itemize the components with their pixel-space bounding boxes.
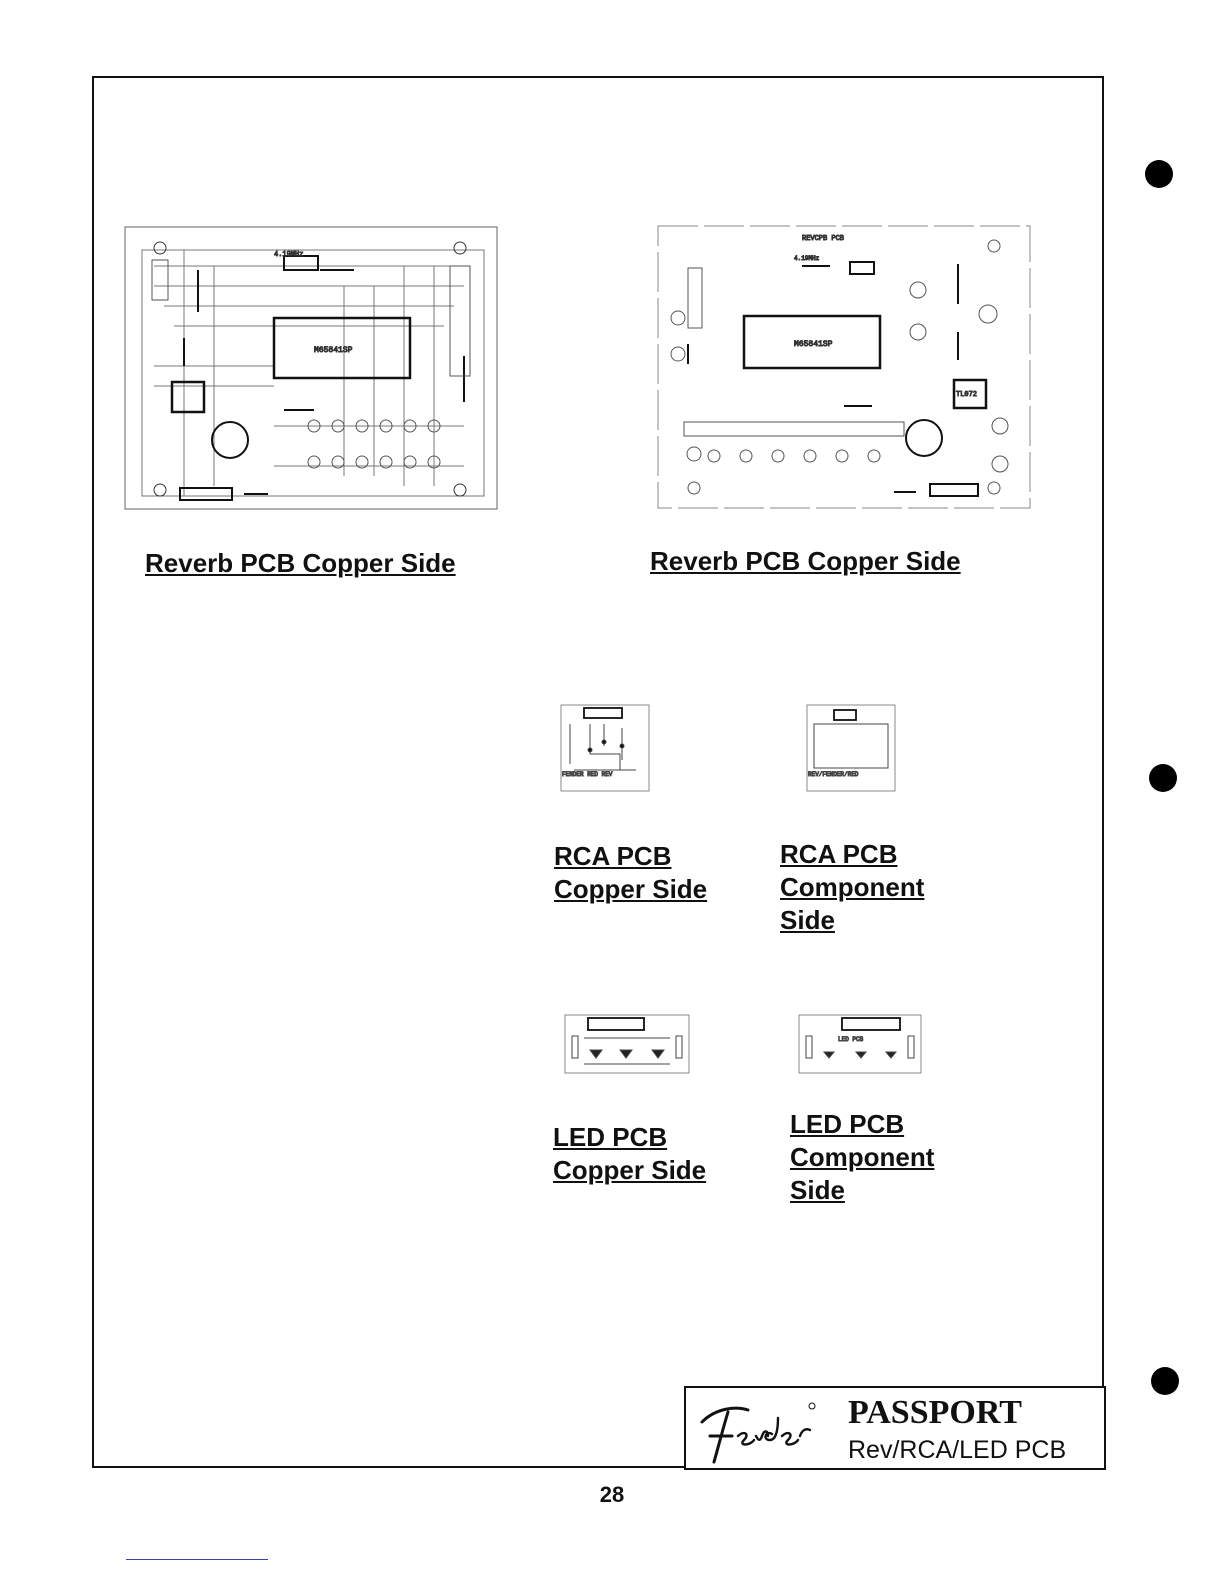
binder-hole-middle bbox=[1149, 764, 1177, 792]
led-component-label: LED PCB bbox=[838, 1036, 864, 1043]
binder-hole-bottom bbox=[1151, 1367, 1179, 1395]
led-component-caption bbox=[790, 1108, 934, 1207]
brand-title: PASSPORT bbox=[848, 1394, 1022, 1431]
reverb-pcb-copper-right-image bbox=[654, 224, 1034, 510]
rca-pcb-component-image bbox=[806, 704, 896, 792]
binder-hole-top bbox=[1145, 160, 1173, 188]
rca-pcb-copper-image bbox=[560, 704, 650, 792]
rca-copper-caption-line1: RCA PCB bbox=[554, 841, 672, 871]
page-number: 28 bbox=[599, 1482, 625, 1507]
rca-copper-label: FENDER RED REV bbox=[562, 771, 613, 778]
reverb-left-caption: Reverb PCB Copper Side bbox=[145, 548, 456, 578]
led-component-caption-line1: LED PCB bbox=[790, 1109, 905, 1139]
reverb-pcb-copper-left-image bbox=[124, 226, 498, 510]
title-block bbox=[684, 1386, 1106, 1470]
led-component-caption-line3: Side bbox=[790, 1175, 845, 1205]
led-copper-caption-line1: LED PCB bbox=[553, 1122, 668, 1152]
led-pcb-component-image bbox=[798, 1014, 922, 1074]
rca-copper-caption-line2: Copper Side bbox=[554, 874, 708, 904]
led-component-caption-line2: Component bbox=[790, 1142, 935, 1172]
reverb-left-ic-label: M65841SP bbox=[314, 346, 353, 355]
reverb-right-ic-label: M65841SP bbox=[794, 340, 833, 349]
led-pcb-copper-image bbox=[564, 1014, 690, 1074]
fender-logo bbox=[692, 1392, 820, 1468]
rca-component-label: REV/FENDER/RED bbox=[808, 771, 859, 778]
reverb-right-caption: Reverb PCB Copper Side bbox=[650, 546, 961, 576]
rca-component-caption-line3: Side bbox=[780, 905, 835, 935]
brand-subtitle: Rev/RCA/LED PCB bbox=[848, 1436, 1067, 1464]
rca-component-caption-line1: RCA PCB bbox=[780, 839, 898, 869]
reverb-left-crystal-label: 4.19MHz bbox=[274, 251, 304, 259]
rca-component-caption bbox=[780, 838, 924, 937]
reverb-right-pcb-title: REVCPB PCB bbox=[802, 235, 845, 243]
rca-copper-caption bbox=[554, 840, 707, 906]
reverb-right-opamp-label: TL072 bbox=[956, 391, 978, 399]
rca-component-caption-line2: Component bbox=[780, 872, 925, 902]
reverb-right-crystal-label: 4.19MHz bbox=[794, 255, 820, 262]
led-copper-caption bbox=[553, 1121, 706, 1187]
led-copper-caption-line2: Copper Side bbox=[553, 1155, 707, 1185]
footer-rule bbox=[126, 1559, 268, 1560]
